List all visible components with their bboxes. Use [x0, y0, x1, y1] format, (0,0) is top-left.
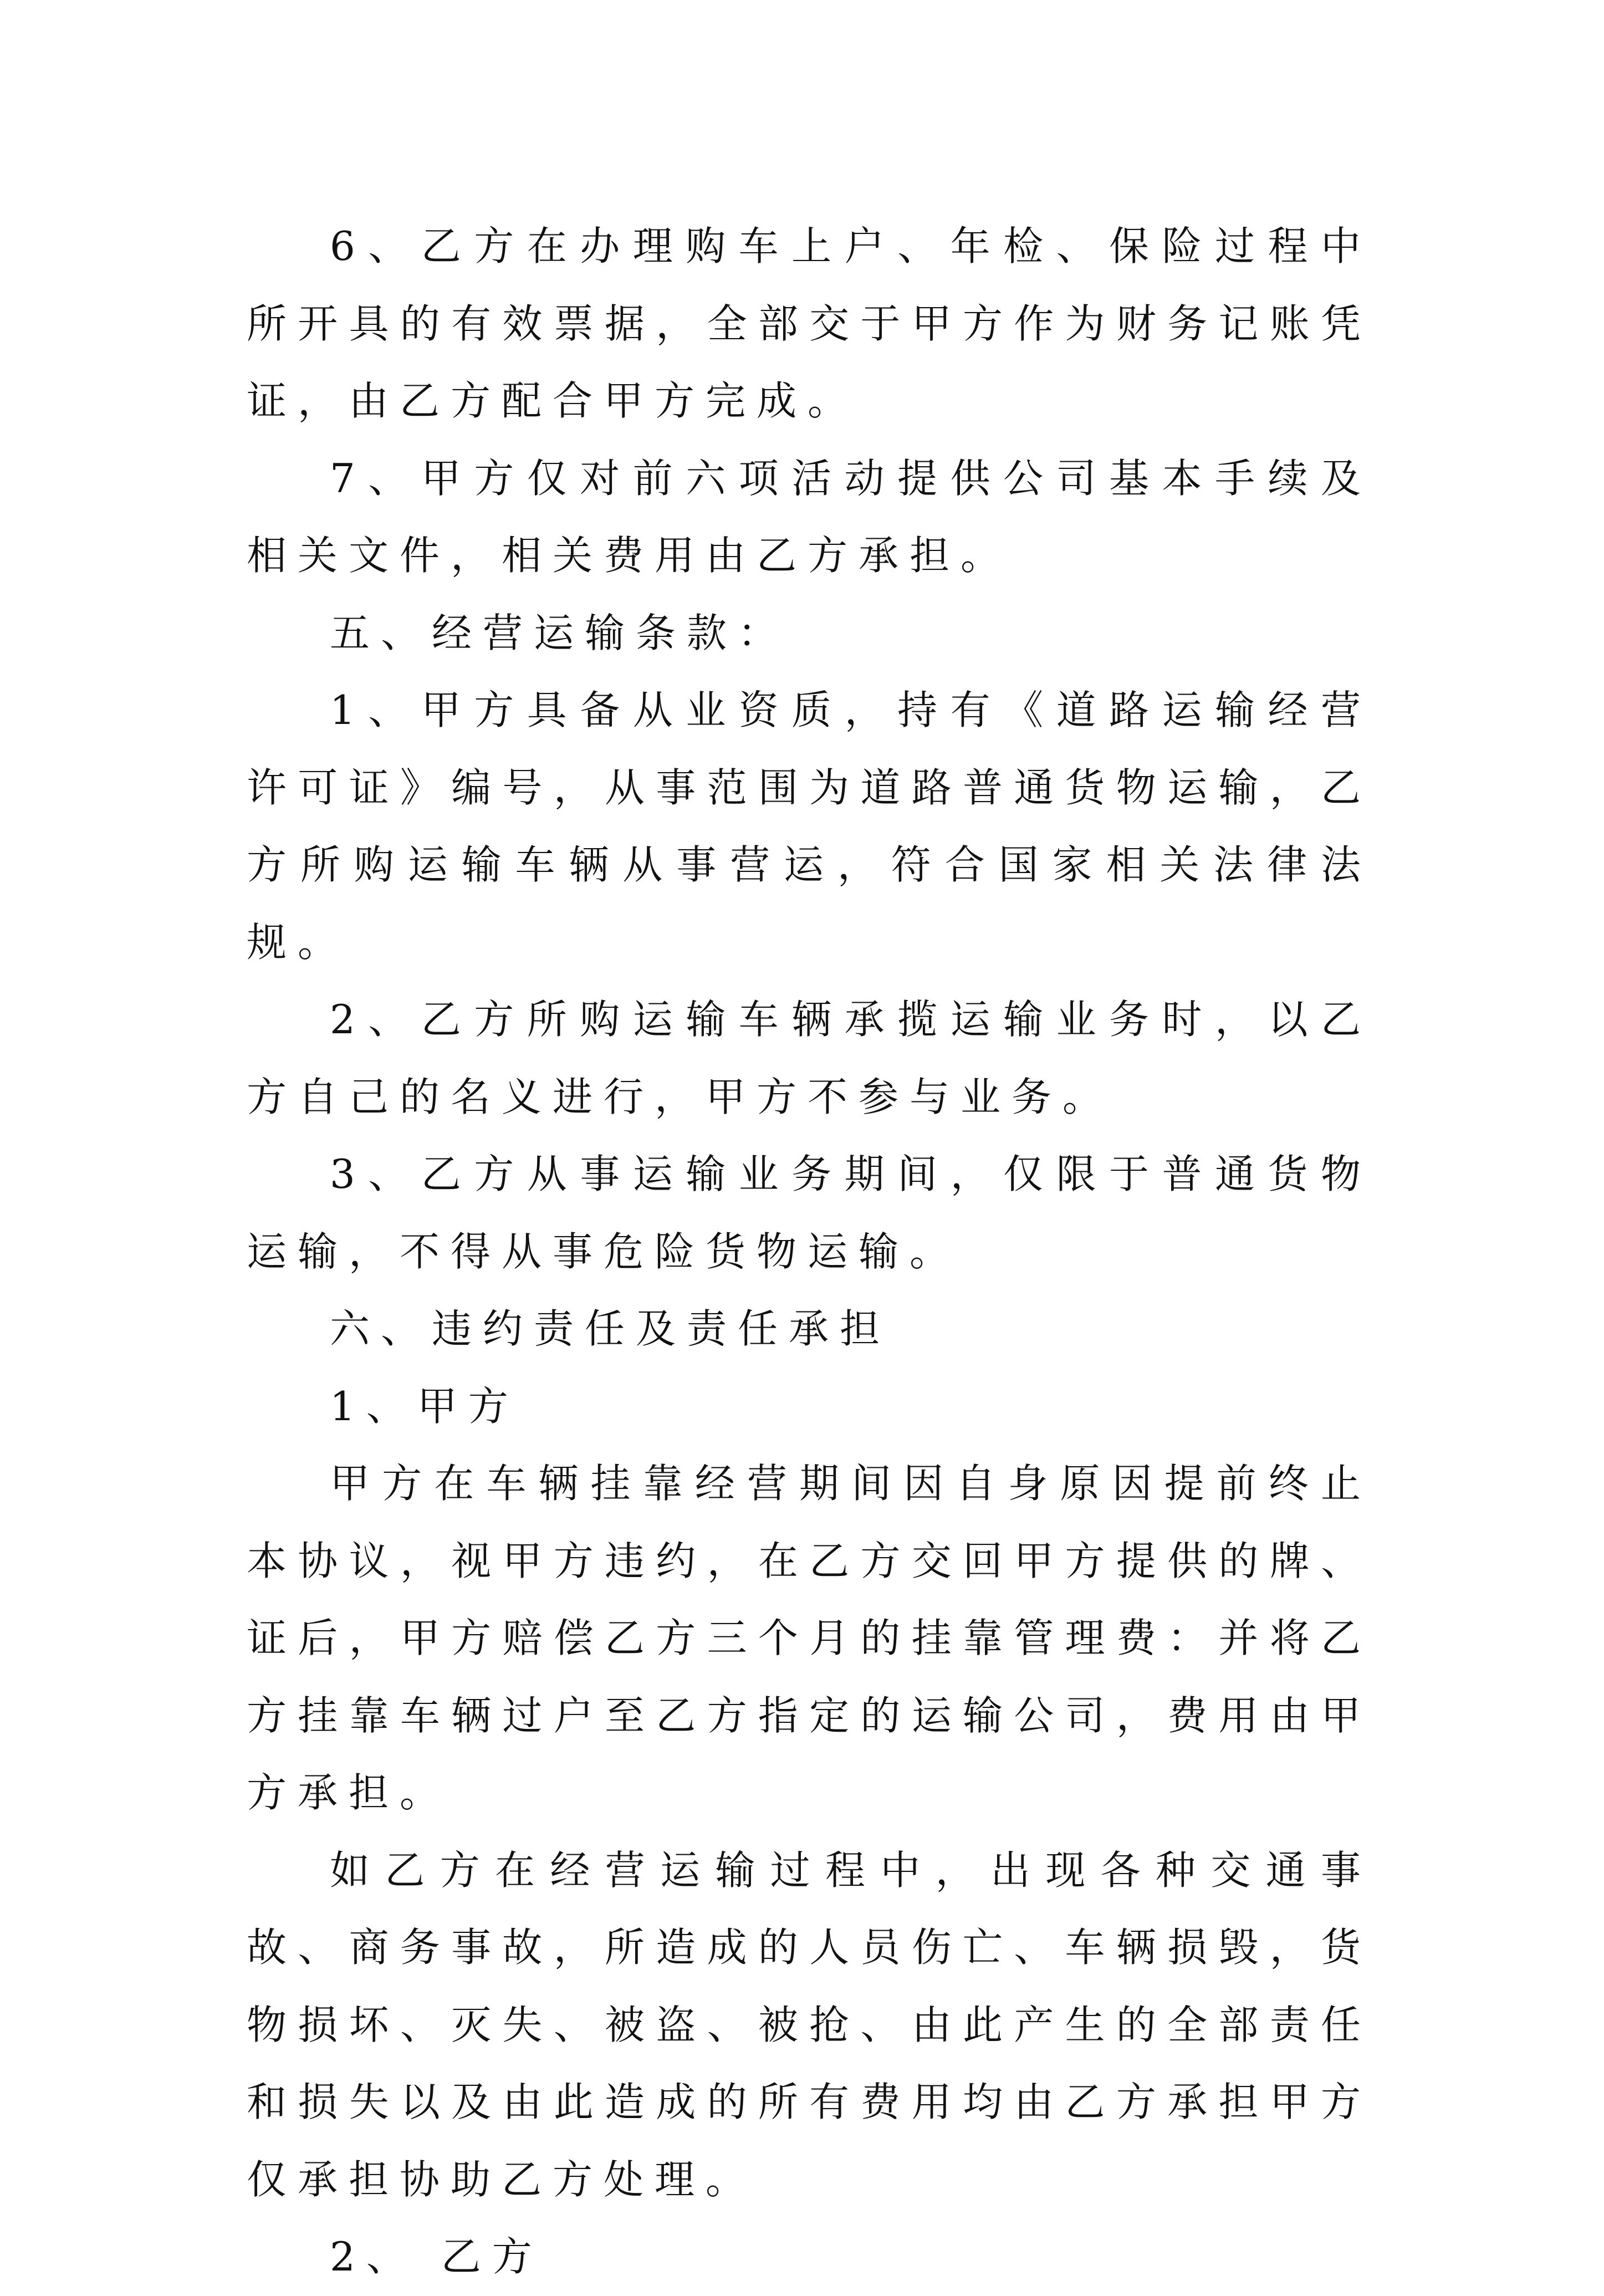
section-heading: 五、经营运输条款： [330, 609, 789, 656]
clause-paragraph: 6、乙方在办理购车上户、年检、保险过程中所开具的有效票据，全部交于甲方作为财务记账凭证，由乙方配合甲方完成。 [247, 223, 1372, 424]
sub-heading: 2、 乙方 [330, 2233, 543, 2280]
document-body [247, 208, 1372, 2296]
clause-paragraph: 7、甲方仅对前六项活动提供公司基本手续及相关文件，相关费用由乙方承担。 [247, 455, 1372, 579]
section-heading: 六、违约责任及责任承担 [330, 1305, 891, 1352]
clause-paragraph: 如乙方在经营运输过程中，出现各种交通事故、商务事故，所造成的人员伤亡、车辆损毁，货物损坏、灭失、被盗、被抢、由此产生的全部责任和损失以及由此造成的所有费用均由乙方承担甲方仅承担协助乙方处理。 [247, 1846, 1372, 2203]
clause-paragraph: 1、甲方具备从业资质，持有《道路运输经营许可证》编号，从事范围为道路普通货物运输，乙方所购运输车辆从事营运，符合国家相关法律法规。 [247, 687, 1372, 966]
clause-paragraph: 甲方在车辆挂靠经营期间因自身原因提前终止本协议，视甲方违约，在乙方交回甲方提供的牌、证后，甲方赔偿乙方三个月的挂靠管理费：并将乙方挂靠车辆过户至乙方指定的运输公司，费用由甲方承担。 [247, 1460, 1372, 1816]
clause-paragraph: 2、乙方所购运输车辆承揽运输业务时，以乙方自己的名义进行，甲方不参与业务。 [247, 996, 1372, 1120]
clause-paragraph: 3、乙方从事运输业务期间，仅限于普通货物运输，不得从事危险货物运输。 [247, 1151, 1372, 1275]
sub-heading: 1、甲方 [330, 1382, 519, 1430]
